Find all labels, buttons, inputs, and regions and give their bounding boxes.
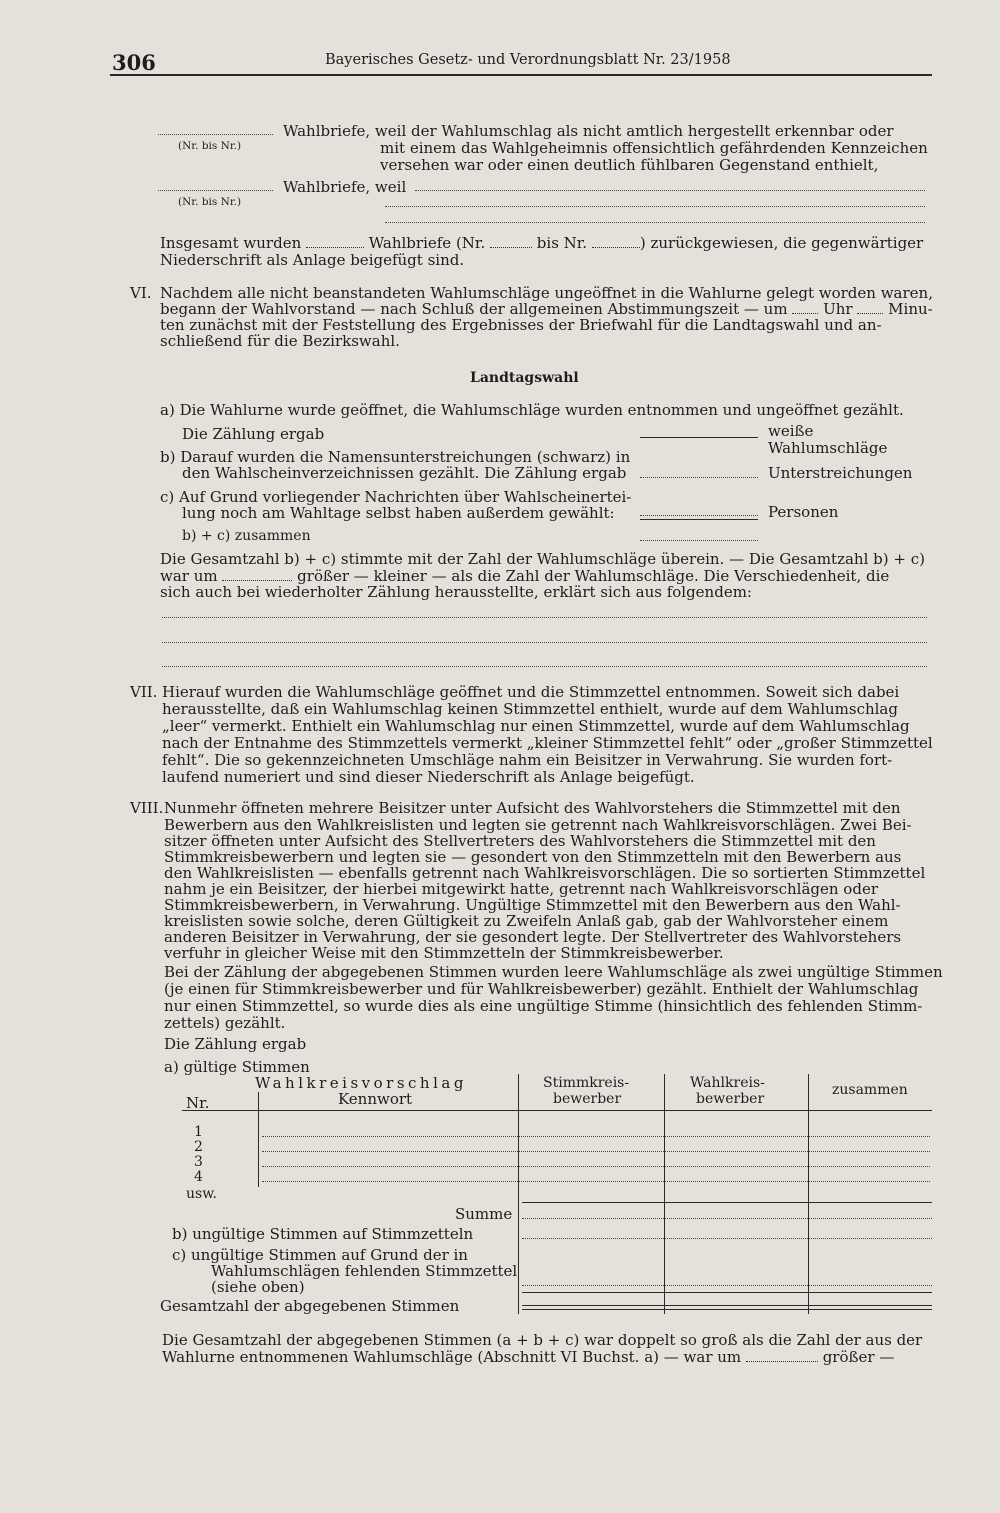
table-vline-2 <box>518 1074 519 1314</box>
landtagswahl-heading: Landtagswahl <box>470 370 579 386</box>
table-vline-3 <box>664 1074 665 1314</box>
table-row-nr-3: 3 <box>194 1154 203 1170</box>
table-row-line-3[interactable] <box>262 1166 930 1167</box>
insgesamt-text-2: Wahlbriefe (Nr. <box>368 234 486 252</box>
lw-a: a) Die Wahlurne wurde geöffnet, die Wahlumschläge wurden entnommen und ungeöffnet gezählt. <box>160 401 904 419</box>
viii-p2-line-4: zettels) gezählt. <box>164 1014 286 1032</box>
vi-line-4: schließend für die Bezirkswahl. <box>160 332 400 350</box>
col-header-zusammen: zusammen <box>832 1082 908 1098</box>
nr-label-2: (Nr. bis Nr.) <box>178 196 242 208</box>
bottom-line-2 <box>162 1348 894 1366</box>
table-row-nr-2: 2 <box>194 1139 203 1155</box>
viii-line-6: nahm je ein Beisitzer, der hierbei mitgewirkt hatte, getrennt nach Wahlkreisvorschlägen oder <box>164 880 878 898</box>
vi-line-1: Nachdem alle nicht beanstandeten Wahlumschläge ungeöffnet in die Wahlurne gelegt worden waren, <box>160 284 933 302</box>
bottom-text-2a: Wahlurne entnommenen Wahlumschläge (Abschnitt VI Buchst. a) — war um <box>162 1348 742 1366</box>
nr-from-field[interactable] <box>490 235 532 248</box>
table-vline-1 <box>258 1092 259 1187</box>
ungueltig-c-field[interactable] <box>522 1285 932 1286</box>
lw-c-unit: Personen <box>768 503 839 521</box>
section-vii-number: VII. <box>130 683 158 701</box>
col-header-wahlkreis-2: bewerber <box>696 1091 765 1107</box>
insgesamt-text-3: bis Nr. <box>536 234 588 252</box>
time-hour-field[interactable] <box>792 301 818 314</box>
bottom-text-2b: größer — <box>822 1348 895 1366</box>
viii-line-9: anderen Beisitzer in Verwahrung, der sie gesondert legte. Der Stellvertreter des Wahlvorstehers <box>164 928 902 946</box>
lw-a-unit1: weiße <box>768 422 814 440</box>
viii-line-10: verfuhr in gleicher Weise mit den Stimmzetteln der Stimmkreisbewerber. <box>164 944 724 962</box>
explanation-field-1[interactable] <box>162 617 927 618</box>
lw-a-unit2: Wahlumschläge <box>768 439 888 457</box>
insgesamt-line <box>160 234 923 252</box>
lw-c-underline <box>640 519 758 520</box>
vi-text-2a: begann der Wahlvorstand — nach Schluß der allgemeinen Abstimmungszeit — um <box>160 300 788 318</box>
insgesamt-line-2: Niederschrift als Anlage beigefügt sind. <box>160 251 465 269</box>
explanation-field-3[interactable] <box>162 666 927 667</box>
lw-a2: Die Zählung ergab <box>182 425 325 443</box>
vii-line-4: nach der Entnahme des Stimmzettels vermerkt „kleiner Stimmzettel fehlt“ oder „großer Stimmzettel <box>162 734 933 752</box>
reason-field-1[interactable] <box>415 190 925 191</box>
viii-line-1: Nunmehr öffneten mehrere Beisitzer unter Aufsicht des Wahlvorstehers die Stimmzettel mit den <box>164 799 901 817</box>
summe-rule-top <box>522 1202 932 1203</box>
lw-b1: b) Darauf wurden die Namensunterstreichungen (schwarz) in <box>160 448 631 466</box>
lw-g1: Die Gesamtzahl b) + c) stimmte mit der Zahl der Wahlumschläge überein. — Die Gesamtzahl b) + c) <box>160 550 925 568</box>
top-line-1: Wahlbriefe, weil der Wahlumschlag als nicht amtlich hergestellt erkennbar oder <box>283 122 894 140</box>
gesamt-rule-top <box>522 1292 932 1293</box>
header-title: Bayerisches Gesetz- und Verordnungsblatt Nr. 23/1958 <box>325 52 731 68</box>
lw-g2a: war um <box>160 567 218 585</box>
lw-b-unit: Unterstreichungen <box>768 464 913 482</box>
insgesamt-text-1: Insgesamt wurden <box>160 234 302 252</box>
lw-c2: lung noch am Wahltage selbst haben außerdem gewählt: <box>182 504 615 522</box>
count-field[interactable] <box>306 235 364 248</box>
section-viii-number: VIII. <box>130 799 164 817</box>
lw-a-field[interactable] <box>640 437 758 438</box>
col-header-wahlkreisvorschlag: Wahlkreisvorschlag <box>255 1074 467 1092</box>
table-header-rule <box>182 1110 932 1111</box>
ungueltig-b-label: b) ungültige Stimmen auf Stimmzetteln <box>172 1225 474 1243</box>
viii-line-2: Bewerbern aus den Wahlkreislisten und legten sie getrennt nach Wahlkreisvorschlägen. Zwei Bei- <box>164 816 912 834</box>
table-vline-4 <box>808 1074 809 1314</box>
viii-line-5: den Wahlkreislisten — ebenfalls getrennt nach Wahlkreisvorschlägen. Die so sortierten Stimmzettel <box>164 864 926 882</box>
reason-field-2[interactable] <box>385 206 925 207</box>
viii-line-8: kreislisten sowie solche, deren Gültigkeit zu Zweifeln Anlaß gab, gab der Wahlvorsteher einem <box>164 912 889 930</box>
ungueltig-c-label-2: Wahlumschlägen fehlenden Stimmzettel <box>211 1262 518 1280</box>
col-header-stimmkreis-2: bewerber <box>553 1091 622 1107</box>
ungueltig-c-label-1: c) ungültige Stimmen auf Grund der in <box>172 1246 468 1264</box>
table-row-line-1[interactable] <box>262 1136 930 1137</box>
bottom-line-1: Die Gesamtzahl der abgegebenen Stimmen (a + b + c) war doppelt so groß als die Zahl der aus der <box>162 1331 923 1349</box>
gesamt-rule-bottom-1 <box>522 1305 932 1306</box>
section-vi-number: VI. <box>130 284 152 302</box>
bottom-difference-field[interactable] <box>746 1349 818 1362</box>
summe-field[interactable] <box>522 1218 932 1219</box>
gesamt-rule-bottom-2 <box>522 1309 932 1310</box>
header-rule <box>110 74 932 76</box>
vii-line-3: „leer“ vermerkt. Enthielt ein Wahlumschlag nur einen Stimmzettel, wurde auf dem Wahlumschlag <box>162 717 910 735</box>
viii-p2-line-1: Bei der Zählung der abgegebenen Stimmen wurden leere Wahlumschläge als zwei ungültige Stimmen <box>164 963 943 981</box>
vii-line-5: fehlt“. Die so gekennzeichneten Umschläge nahm ein Beisitzer in Verwahrung. Sie wurden fort- <box>162 751 893 769</box>
lw-c-field[interactable] <box>640 515 758 516</box>
nr-to-field[interactable] <box>592 235 640 248</box>
gueltige-label: a) gültige Stimmen <box>164 1058 310 1076</box>
vi-text-2b: Uhr <box>823 300 853 318</box>
zaehlung-label: Die Zählung ergab <box>164 1035 307 1053</box>
nr-field-1[interactable] <box>158 134 273 135</box>
vii-line-1: Hierauf wurden die Wahlumschläge geöffnet und die Stimmzettel entnommen. Soweit sich dabei <box>162 683 900 701</box>
col-header-stimmkreis-1: Stimmkreis- <box>543 1075 630 1091</box>
vii-line-2: herausstellte, daß ein Wahlumschlag keinen Stimmzettel enthielt, wurde auf dem Wahlumschlag <box>162 700 898 718</box>
table-row-line-4[interactable] <box>262 1181 930 1182</box>
lw-g3: sich auch bei wiederholter Zählung herausstellte, erklärt sich aus folgendem: <box>160 583 752 601</box>
reason-field-3[interactable] <box>385 222 925 223</box>
top-line-3: versehen war oder einen deutlich fühlbaren Gegenstand enthielt, <box>380 156 879 174</box>
viii-line-3: sitzer öffneten unter Aufsicht des Stellvertreters des Wahlvorstehers die Stimmzettel mit den <box>164 832 876 850</box>
top-line-2: mit einem das Wahlgeheimnis offensichtlich gefährdenden Kennzeichen <box>380 139 928 157</box>
lw-bc: b) + c) zusammen <box>182 528 311 544</box>
nr-label-1: (Nr. bis Nr.) <box>178 140 242 152</box>
viii-line-4: Stimmkreisbewerbern und legten sie — gesondert von den Stimmzetteln mit den Bewerbern aus <box>164 848 902 866</box>
top-line-4: Wahlbriefe, weil <box>283 178 407 196</box>
explanation-field-2[interactable] <box>162 642 927 643</box>
difference-field[interactable] <box>222 568 292 581</box>
col-header-kennwort: Kennwort <box>338 1090 413 1108</box>
col-header-wahlkreis-1: Wahlkreis- <box>690 1075 765 1091</box>
col-header-nr: Nr. <box>186 1094 210 1112</box>
page-number: 306 <box>112 50 156 75</box>
lw-g2b: größer — kleiner — als die Zahl der Wahlumschläge. Die Verschiedenheit, die <box>297 567 890 585</box>
time-minute-field[interactable] <box>857 301 883 314</box>
viii-line-7: Stimmkreisbewerbern, in Verwahrung. Ungültige Stimmzettel mit den Bewerbern aus den Wahl- <box>164 896 901 914</box>
table-row-usw: usw. <box>186 1186 217 1202</box>
viii-p2-line-3: nur einen Stimmzettel, so wurde dies als eine ungültige Stimme (hinsichtlich des fehlenden Stimm- <box>164 997 923 1015</box>
lw-c1: c) Auf Grund vorliegender Nachrichten über Wahlscheinertei- <box>160 488 632 506</box>
table-row-line-2[interactable] <box>262 1151 930 1152</box>
insgesamt-text-4: ) zurückgewiesen, die gegenwärtiger <box>639 234 924 252</box>
lw-bc-field[interactable] <box>640 540 758 541</box>
lw-b-field[interactable] <box>640 477 758 478</box>
lw-b2: den Wahlscheinverzeichnissen gezählt. Die Zählung ergab <box>182 464 627 482</box>
vi-text-2c: Minu- <box>888 300 933 318</box>
nr-field-2[interactable] <box>158 190 273 191</box>
ungueltig-c-label-3: (siehe oben) <box>211 1278 305 1296</box>
ungueltig-b-field[interactable] <box>522 1238 932 1239</box>
vii-line-6: laufend numeriert und sind dieser Niederschrift als Anlage beigefügt. <box>162 768 695 786</box>
gesamt-label: Gesamtzahl der abgegebenen Stimmen <box>160 1297 460 1315</box>
viii-p2-line-2: (je einen für Stimmkreisbewerber und für Wahlkreisbewerber) gezählt. Enthielt der Wahlumschlag <box>164 980 919 998</box>
vi-line-3: ten zunächst mit der Feststellung des Ergebnisses der Briefwahl für die Landtagswahl und an- <box>160 316 882 334</box>
table-row-nr-4: 4 <box>194 1169 203 1185</box>
summe-label: Summe <box>455 1205 513 1223</box>
table-row-nr-1: 1 <box>194 1124 203 1140</box>
